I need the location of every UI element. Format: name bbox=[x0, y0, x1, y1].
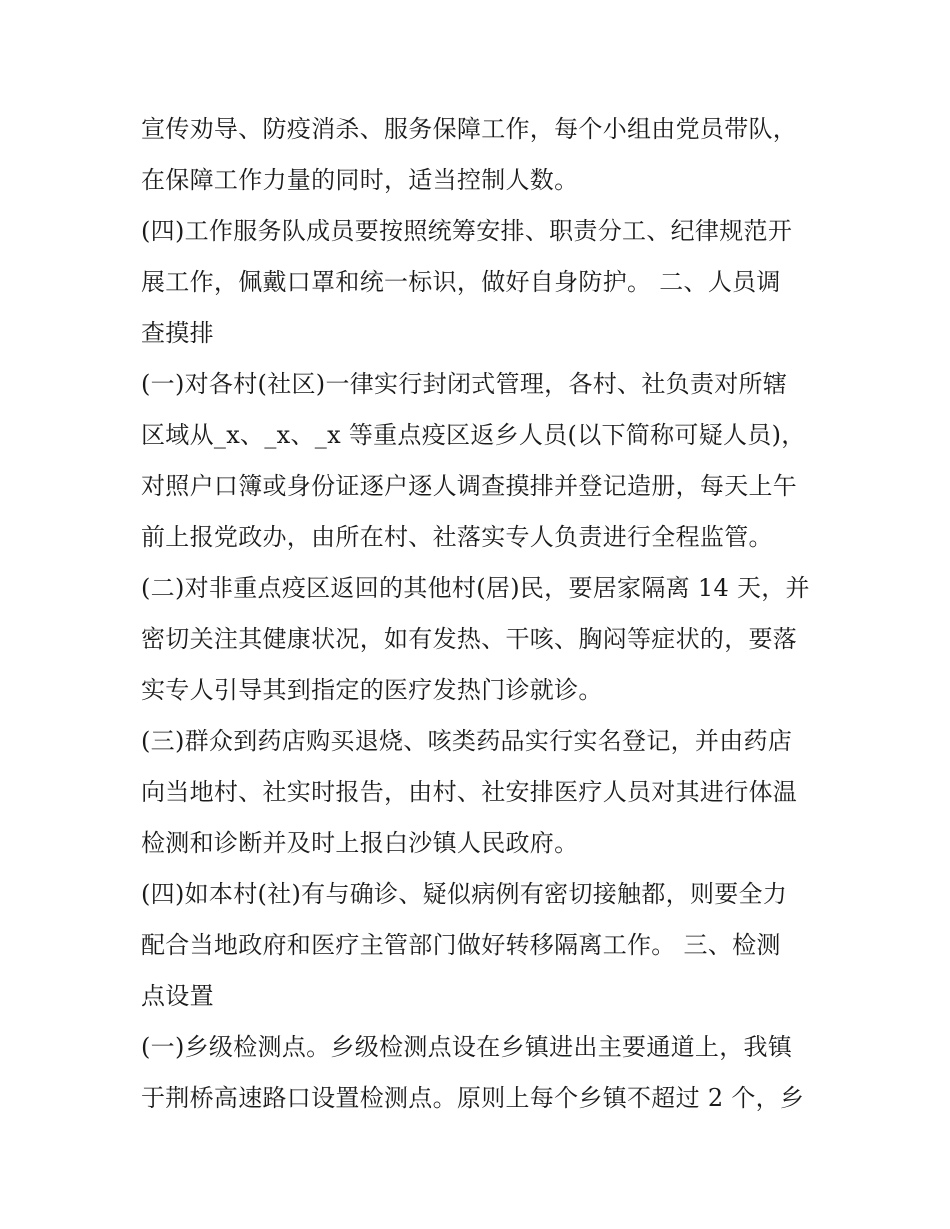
text-line: (四)工作服务队成员要按照统筹安排、职责分工、纪律规范开 bbox=[141, 217, 793, 245]
text-line: 查摸排 bbox=[141, 319, 214, 347]
text-line: 实专人引导其到指定的医疗发热门诊就诊。 bbox=[141, 676, 603, 704]
text-line: 在保障工作力量的同时，适当控制人数。 bbox=[141, 166, 579, 194]
text-line: (四)如本村(社)有与确诊、疑似病例有密切接触都，则要全力 bbox=[141, 880, 788, 908]
text-line: 展工作，佩戴口罩和统一标识，做好自身防护。 二、人员调 bbox=[141, 268, 781, 296]
text-line: (一)乡级检测点。乡级检测点设在乡镇进出主要通道上，我镇 bbox=[141, 1033, 793, 1061]
text-line: 配合当地政府和医疗主管部门做好转移隔离工作。 三、检测 bbox=[141, 931, 781, 959]
text-line: 密切关注其健康状况，如有发热、干咳、胸闷等症状的，要落 bbox=[141, 625, 798, 653]
text-line: 于荆桥高速路口设置检测点。原则上每个乡镇不超过 2 个，乡 bbox=[141, 1084, 805, 1112]
text-line: 宣传劝导、防疫消杀、服务保障工作，每个小组由党员带队， bbox=[141, 115, 798, 143]
text-line: 对照户口簿或身份证逐户逐人调查摸排并登记造册，每天上午 bbox=[141, 472, 798, 500]
text-line: (三)群众到药店购买退烧、咳类药品实行实名登记，并由药店 bbox=[141, 727, 793, 755]
document-body bbox=[141, 104, 821, 1124]
text-line: 检测和诊断并及时上报白沙镇人民政府。 bbox=[141, 829, 579, 857]
text-line: 向当地村、社实时报告，由村、社安排医疗人员对其进行体温 bbox=[141, 778, 798, 806]
text-line: (一)对各村(社区)一律实行封闭式管理，各村、社负责对所辖 bbox=[141, 370, 788, 398]
text-line: 区域从_x、_x、_x 等重点疫区返乡人员(以下简称可疑人员)， bbox=[141, 421, 806, 449]
text-line: (二)对非重点疫区返回的其他村(居)民，要居家隔离 14 天，并 bbox=[141, 574, 810, 602]
text-line: 点设置 bbox=[141, 982, 214, 1010]
text-line: 前上报党政办，由所在村、社落实专人负责进行全程监管。 bbox=[141, 523, 773, 551]
